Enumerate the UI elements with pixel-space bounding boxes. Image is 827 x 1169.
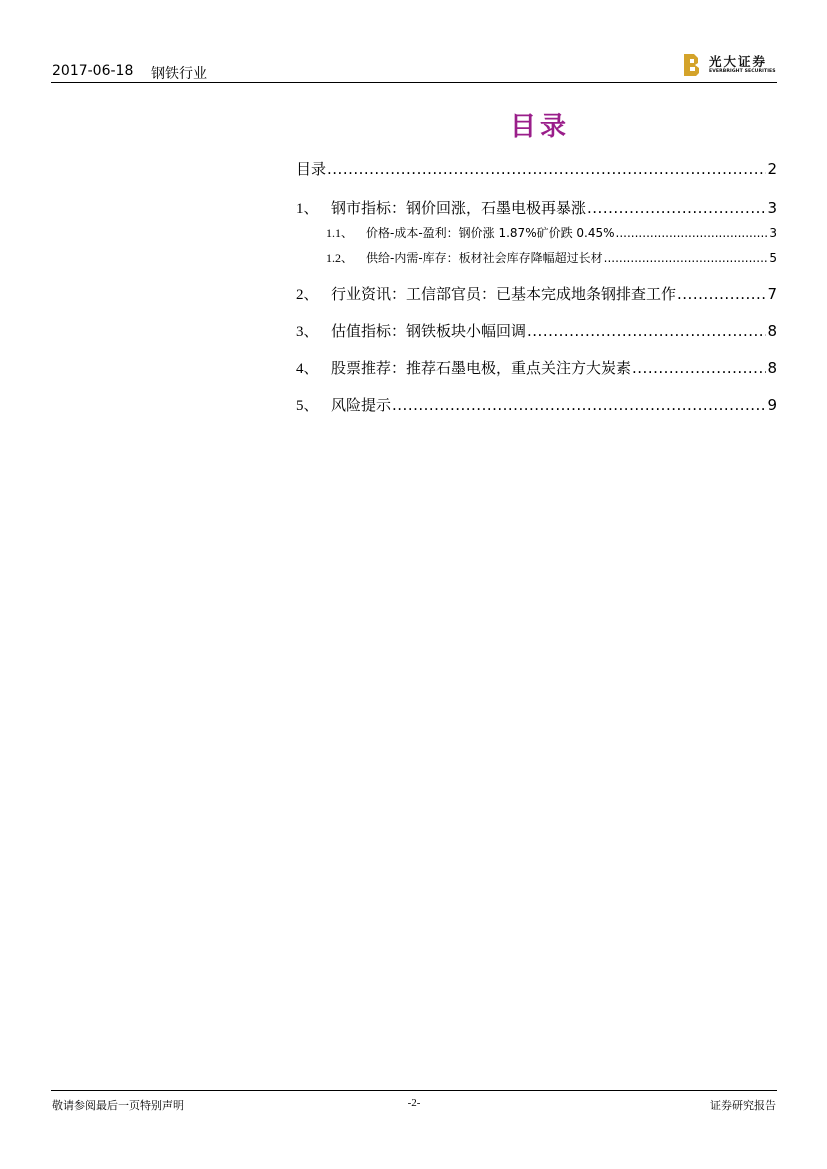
header-divider xyxy=(51,82,777,83)
report-date: 2017-06-18 xyxy=(52,63,134,79)
toc-entry-page: 5 xyxy=(769,251,777,265)
toc-entry-number: 1.1、 xyxy=(326,226,354,240)
everbright-logo-icon xyxy=(684,54,702,76)
toc-entry-4[interactable] xyxy=(296,357,777,378)
toc-leader-dots xyxy=(527,322,766,340)
toc-entry-1-2[interactable] xyxy=(326,249,777,266)
logo-name-cn: 光大证券 xyxy=(709,54,768,69)
toc-entry-1[interactable] xyxy=(296,197,777,218)
toc-entry-5[interactable] xyxy=(296,394,777,415)
toc-entry-text: 估值指标：钢铁板块小幅回调 xyxy=(331,322,527,340)
footer-disclaimer-note: 敬请参阅最后一页特别声明 xyxy=(52,1099,184,1112)
toc-entry-text: 行业资讯：工信部官员：已基本完成地条钢排查工作 xyxy=(331,285,677,303)
toc-title: 目录 xyxy=(509,112,570,142)
toc-entry-number: 2、 xyxy=(296,287,319,303)
toc-entry-text: 股票推荐：推荐石墨电极，重点关注方大炭素 xyxy=(331,359,632,377)
toc-entry-number: 3、 xyxy=(296,324,319,340)
footer-divider xyxy=(51,1090,777,1091)
toc-leader-dots xyxy=(616,226,769,240)
toc-leader-dots xyxy=(604,251,769,265)
toc-leader-dots xyxy=(392,396,766,414)
toc-leader-dots xyxy=(677,285,766,303)
toc-entry-page: 8 xyxy=(767,359,777,377)
toc-entry-3[interactable] xyxy=(296,320,777,341)
toc-entry-page: 3 xyxy=(769,226,777,240)
footer-report-type: 证券研究报告 xyxy=(710,1099,776,1112)
toc-entry-number: 1.2、 xyxy=(326,251,354,265)
toc-entry-1-1[interactable] xyxy=(326,224,777,241)
toc-leader-dots xyxy=(327,160,766,178)
everbright-logo xyxy=(684,52,777,78)
toc-entry-text: 风险提示 xyxy=(331,396,392,414)
toc-entry-text: 钢市指标：钢价回涨，石墨电极再暴涨 xyxy=(331,199,587,217)
toc-entry-text: 价格-成本-盈利：钢价涨 1.87%矿价跌 0.45% xyxy=(366,226,615,240)
toc-entry-page: 8 xyxy=(767,322,777,340)
page-number: -2- xyxy=(407,1097,421,1109)
toc-entry-page: 9 xyxy=(767,396,777,414)
toc-entry-2[interactable] xyxy=(296,283,777,304)
toc-entry-text: 目录 xyxy=(296,160,327,178)
report-industry: 钢铁行业 xyxy=(151,66,207,82)
toc-leader-dots xyxy=(632,359,766,377)
toc-entry-number: 4、 xyxy=(296,361,319,377)
toc-entry-page: 7 xyxy=(767,285,777,303)
toc-entry-page: 3 xyxy=(767,199,777,217)
toc-entry-number: 5、 xyxy=(296,398,319,414)
toc-entry-page: 2 xyxy=(767,160,777,178)
toc-entry-contents[interactable] xyxy=(296,158,777,179)
toc-entry-number: 1、 xyxy=(296,201,319,217)
logo-name-en: EVERBRIGHT SECURITIES xyxy=(709,69,776,74)
toc-leader-dots xyxy=(587,199,766,217)
toc-entry-text: 供给-内需-库存：板材社会库存降幅超过长材 xyxy=(366,251,603,265)
